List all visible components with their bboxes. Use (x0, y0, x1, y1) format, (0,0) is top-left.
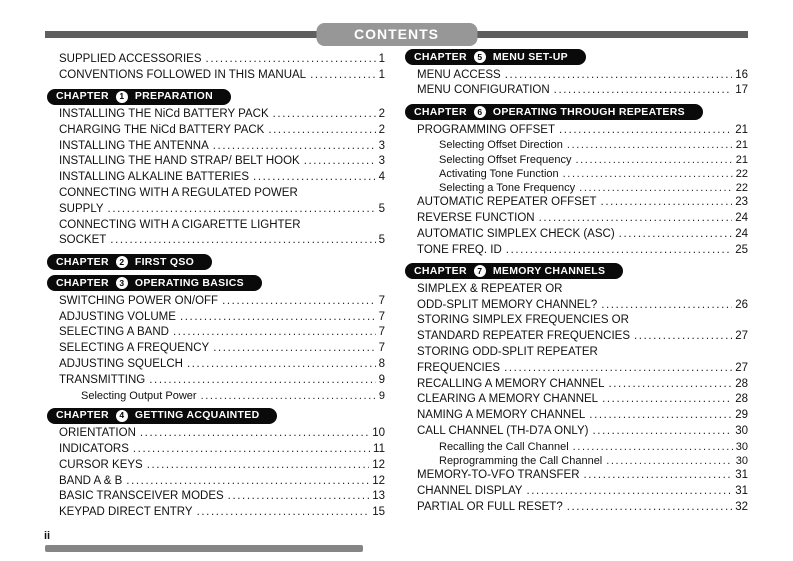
toc-entry-text: CONVENTIONS FOLLOWED IN THIS MANUAL (59, 68, 307, 81)
dot-leader (149, 373, 375, 389)
toc-entry-page: 10 (372, 427, 385, 440)
toc-entry-text: BAND A & B (59, 474, 123, 487)
toc-entry-page: 27 (735, 361, 748, 374)
dot-leader (602, 392, 732, 408)
toc-entry-page: 7 (378, 294, 385, 307)
toc-entry (405, 243, 748, 259)
dot-leader (206, 52, 376, 68)
toc-entry-lastline (417, 408, 748, 424)
chapter-badge (47, 89, 231, 105)
toc-entry-lastline (59, 426, 385, 442)
toc-entry-text: SELECTING A BAND (59, 326, 169, 339)
toc-entry-page: 4 (378, 171, 385, 184)
chapter-number: 6 (474, 106, 486, 118)
chapter-badge (405, 49, 586, 65)
chapter-number: 5 (474, 51, 486, 63)
toc-entry (47, 107, 385, 123)
toc-entry-text: NAMING A MEMORY CHANNEL (417, 409, 586, 422)
toc-entry (47, 154, 385, 170)
toc-entry-text: STORING SIMPLEX FREQUENCIES OR (417, 314, 629, 327)
toc-entry-page: 25 (735, 243, 748, 256)
chapter-number: 7 (474, 265, 486, 277)
toc-entry-lastline (439, 167, 748, 181)
toc-entry-text: ADJUSTING SQUELCH (59, 357, 183, 370)
chapter-heading (47, 252, 385, 271)
toc-entry-text: Recalling the Call Channel (439, 440, 569, 453)
toc-entry-page: 24 (735, 227, 748, 240)
toc-entry-page: 30 (735, 440, 748, 453)
chapter-title: OPERATING BASICS (134, 276, 244, 289)
toc-entry-text: SOCKET (59, 234, 107, 247)
toc-entry-page: 24 (735, 212, 748, 224)
toc-subentry (405, 181, 748, 195)
toc-entry-lastline (417, 243, 748, 259)
toc-entry-text: STANDARD REPEATER FREQUENCIES (417, 330, 630, 343)
toc-entry-text: ADJUSTING VOLUME (59, 310, 176, 323)
chapter-title: GETTING ACQUAINTED (134, 409, 260, 422)
toc-entry-text: MENU ACCESS (417, 68, 501, 81)
toc-entry-text: CHANNEL DISPLAY (417, 485, 523, 498)
chapter-label: CHAPTER (56, 90, 109, 103)
toc-entry-page: 32 (735, 500, 748, 513)
toc-entry-text: STORING ODD-SPLIT REPEATER (417, 346, 598, 359)
dot-leader (567, 500, 732, 516)
dot-leader (601, 195, 733, 211)
toc-entry-lastline (439, 138, 748, 152)
toc-entry-lastline (59, 341, 385, 357)
toc-entry-text: AUTOMATIC SIMPLEX CHECK (ASC) (417, 227, 615, 240)
dot-leader (173, 325, 376, 341)
toc-entry-lastline (417, 83, 748, 99)
toc-entry (47, 123, 385, 139)
toc-entry-text: INSTALLING THE NiCd BATTERY PACK (59, 108, 269, 121)
dot-leader (304, 154, 376, 170)
chapter-number: 4 (116, 410, 128, 422)
toc-entry-text: MEMORY-TO-VFO TRANSFER (417, 469, 580, 482)
toc-entry-lastline (417, 361, 748, 377)
toc-entry (405, 392, 748, 408)
toc-entry-lastline (59, 474, 385, 490)
toc-entry (47, 218, 385, 250)
toc-entry-lastline (417, 468, 748, 484)
toc-entry-lastline (417, 377, 748, 393)
toc-entry-page: 22 (735, 182, 748, 194)
toc-entry-lastline (439, 181, 748, 195)
dot-leader (201, 389, 376, 403)
toc-entry (405, 123, 748, 139)
toc-entry-lastline (59, 373, 385, 389)
toc-entry-page: 3 (378, 139, 385, 152)
toc-entry (47, 458, 385, 474)
toc-entry (405, 227, 748, 243)
toc-entry-text: Selecting Offset Direction (439, 139, 563, 152)
toc-entry-lastline (59, 489, 385, 505)
toc-entry-lastline (417, 424, 748, 440)
toc-entry-text: Selecting Offset Frequency (439, 153, 572, 166)
toc-entry-page: 7 (378, 326, 385, 339)
toc-entry-text: AUTOMATIC REPEATER OFFSET (417, 196, 597, 209)
toc-entry-text: SUPPLIED ACCESSORIES (59, 53, 202, 65)
toc-entry-page: 2 (378, 123, 385, 136)
toc-entry-lastline (59, 170, 385, 186)
toc-entry (47, 489, 385, 505)
toc-entry-lastline (417, 500, 748, 516)
chapter-badge (405, 104, 703, 120)
toc-entry (405, 313, 748, 345)
toc-entry (47, 139, 385, 155)
footer-rule (45, 545, 363, 552)
toc-entry-lastline (59, 68, 385, 84)
toc-entry (405, 377, 748, 393)
chapter-label: CHAPTER (56, 409, 109, 422)
toc-entry-page: 8 (378, 357, 385, 370)
toc-entry-lastline (439, 153, 748, 167)
toc-entry-text: CONNECTING WITH A CIGARETTE LIGHTER (59, 218, 301, 231)
dot-leader (634, 329, 732, 345)
toc-entry-lastline (417, 329, 748, 345)
toc-entry-page: 28 (735, 393, 748, 406)
toc-entry-lastline (417, 227, 748, 243)
toc-entry-lastline (59, 357, 385, 373)
toc-entry-page: 5 (378, 234, 385, 247)
dot-leader (180, 310, 376, 326)
dot-leader (108, 202, 376, 218)
toc-entry-lastline (59, 154, 385, 170)
chapter-title: OPERATING THROUGH REPEATERS (492, 105, 685, 118)
toc-entry-text: CALL CHANNEL (TH-D7A ONLY) (417, 425, 589, 438)
toc-entry-text: SIMPLEX & REPEATER OR (417, 282, 563, 295)
toc-subentry (405, 454, 748, 468)
toc-entry-lastline (81, 389, 385, 403)
dot-leader (504, 361, 732, 377)
toc-entry-page: 3 (378, 155, 385, 168)
toc-entry-page: 2 (378, 108, 385, 121)
chapter-badge (47, 254, 212, 270)
toc-entry-page: 12 (372, 458, 385, 471)
toc-entry (405, 424, 748, 440)
toc-entry-page: 21 (735, 139, 748, 152)
dot-leader (147, 458, 369, 474)
dot-leader (213, 139, 376, 155)
toc-entry-lastline (59, 442, 385, 458)
toc-entry-page: 27 (735, 330, 748, 343)
dot-leader (539, 211, 733, 227)
toc-entry-lastline (59, 325, 385, 341)
toc-entry (47, 294, 385, 310)
toc-entry-page: 31 (735, 469, 748, 482)
toc-entry-text: TONE FREQ. ID (417, 243, 502, 256)
toc-entry (47, 52, 385, 68)
dot-leader (608, 377, 732, 393)
toc-entry-lastline (59, 310, 385, 326)
toc-entry (47, 474, 385, 490)
toc-entry-text: SWITCHING POWER ON/OFF (59, 294, 219, 307)
chapter-label: CHAPTER (414, 105, 467, 118)
toc-entry (47, 68, 385, 84)
toc-entry (47, 341, 385, 357)
toc-entry-page: 22 (735, 167, 748, 180)
toc-entry-lastline (417, 298, 748, 314)
toc-column-right (405, 44, 748, 516)
toc-entry-text: SELECTING A FREQUENCY (59, 342, 210, 355)
toc-entry-text: PROGRAMMING OFFSET (417, 123, 555, 136)
toc-entry-lastline (59, 52, 385, 68)
toc-entry-page: 30 (735, 455, 748, 468)
toc-entry-text: CURSOR KEYS (59, 458, 143, 471)
dot-leader (567, 138, 733, 152)
dot-leader (228, 489, 370, 505)
toc-entry-page: 1 (378, 53, 385, 65)
toc-entry-text: INSTALLING THE HAND STRAP/ BELT HOOK (59, 155, 300, 168)
toc-entry (47, 442, 385, 458)
page-title: CONTENTS (316, 23, 477, 46)
toc-entry-text: Activating Tone Function (439, 167, 559, 180)
dot-leader (606, 454, 733, 468)
toc-entry-page: 17 (735, 84, 748, 97)
toc-entry (47, 186, 385, 218)
dot-leader (187, 357, 376, 373)
chapter-heading (405, 102, 748, 121)
toc-entry-page: 1 (378, 68, 385, 81)
dot-leader (133, 442, 370, 458)
toc-entry-page: 30 (735, 425, 748, 438)
toc-entry-text: INSTALLING THE ANTENNA (59, 139, 209, 152)
toc-entry-text: CONNECTING WITH A REGULATED POWER (59, 187, 298, 200)
chapter-badge (47, 408, 277, 424)
dot-leader (310, 68, 376, 84)
toc-column-left (47, 52, 385, 521)
dot-leader (506, 243, 732, 259)
chapter-heading (405, 261, 748, 280)
chapter-heading (47, 273, 385, 292)
dot-leader (563, 167, 733, 181)
dot-leader (110, 233, 375, 249)
dot-leader (505, 68, 732, 84)
toc-entry-page: 7 (378, 342, 385, 355)
dot-leader (268, 123, 375, 139)
dot-leader (213, 341, 375, 357)
toc-entry-text: FREQUENCIES (417, 361, 501, 374)
toc-entry-text: Selecting Output Power (81, 389, 197, 402)
toc-entry-lastline (417, 211, 748, 227)
toc-entry-page: 21 (735, 123, 748, 136)
toc-entry (405, 195, 748, 211)
dot-leader (559, 123, 732, 139)
toc-entry-lastline (417, 123, 748, 139)
toc-entry (47, 310, 385, 326)
toc-entry-lastline (59, 294, 385, 310)
toc-entry-lastline (439, 454, 748, 468)
toc-entry (405, 484, 748, 500)
toc-entry (405, 468, 748, 484)
toc-entry-text: Reprogramming the Call Channel (439, 455, 603, 468)
toc-entry-lastline (59, 458, 385, 474)
toc-entry (405, 345, 748, 377)
chapter-title: PREPARATION (134, 90, 214, 103)
dot-leader (554, 83, 733, 99)
toc-entry-page: 9 (378, 389, 385, 402)
toc-entry (47, 373, 385, 389)
chapter-title: FIRST QSO (134, 255, 195, 268)
dot-leader (253, 170, 376, 186)
toc-entry-page: 28 (735, 377, 748, 390)
toc-entry (405, 408, 748, 424)
dot-leader (589, 408, 732, 424)
chapter-label: CHAPTER (56, 255, 109, 268)
toc-entry-page: 15 (372, 506, 385, 519)
page-header (45, 23, 748, 45)
toc-entry-lastline (59, 505, 385, 521)
toc-entry-text: INSTALLING ALKALINE BATTERIES (59, 171, 250, 184)
toc-entry-page: 9 (378, 373, 385, 386)
toc-entry (47, 325, 385, 341)
chapter-label: CHAPTER (56, 276, 109, 289)
toc-entry (405, 68, 748, 84)
dot-leader (222, 294, 376, 310)
toc-entry-page: 21 (735, 153, 748, 166)
toc-entry-text: PARTIAL OR FULL RESET? (417, 500, 563, 513)
chapter-label: CHAPTER (414, 50, 467, 63)
toc-entry-lastline (59, 123, 385, 139)
toc-entry-lastline (417, 484, 748, 500)
page-number: ii (44, 530, 51, 542)
toc-entry (47, 426, 385, 442)
toc-entry-text: ODD-SPLIT MEMORY CHANNEL? (417, 298, 598, 311)
toc-entry-page: 7 (378, 310, 385, 323)
toc-entry-page: 12 (372, 474, 385, 487)
toc-entry-page: 31 (735, 485, 748, 498)
dot-leader (573, 440, 733, 454)
toc-entry-lastline (417, 392, 748, 408)
toc-entry-page: 29 (735, 409, 748, 422)
dot-leader (592, 424, 732, 440)
toc-entry-lastline (59, 202, 385, 218)
toc-entry-text: Selecting a Tone Frequency (439, 182, 576, 194)
dot-leader (273, 107, 376, 123)
chapter-heading (405, 47, 748, 66)
toc-entry-text: KEYPAD DIRECT ENTRY (59, 506, 193, 519)
toc-entry-text: ORIENTATION (59, 427, 136, 440)
chapter-heading (47, 405, 385, 424)
toc-subentry (405, 153, 748, 167)
toc-subentry (405, 440, 748, 454)
dot-leader (575, 153, 732, 167)
dot-leader (140, 426, 369, 442)
chapter-title: MEMORY CHANNELS (492, 264, 606, 277)
chapter-title: MENU SET-UP (492, 50, 568, 63)
toc-entry-lastline (417, 195, 748, 211)
toc-entry-text: CHARGING THE NiCd BATTERY PACK (59, 123, 265, 136)
toc-entry-lastline (59, 233, 385, 249)
toc-entry-page: 23 (735, 196, 748, 209)
toc-entry-text: CLEARING A MEMORY CHANNEL (417, 393, 599, 406)
toc-entry-text: INDICATORS (59, 443, 129, 456)
toc-entry-page: 16 (735, 68, 748, 81)
dot-leader (126, 474, 369, 490)
toc-subentry (405, 167, 748, 181)
toc-entry-lastline (439, 440, 748, 454)
dot-leader (526, 484, 732, 500)
dot-leader (619, 227, 733, 243)
toc-entry-page: 5 (378, 202, 385, 215)
toc-entry (47, 357, 385, 373)
toc-entry (47, 170, 385, 186)
dot-leader (584, 468, 733, 484)
toc-entry (405, 500, 748, 516)
toc-entry-page: 11 (373, 443, 385, 456)
chapter-number: 3 (116, 277, 128, 289)
dot-leader (579, 181, 733, 195)
dot-leader (601, 298, 732, 314)
toc-entry-lastline (59, 139, 385, 155)
chapter-heading (47, 86, 385, 105)
toc-entry-text: BASIC TRANSCEIVER MODES (59, 490, 224, 503)
toc-entry-lastline (417, 68, 748, 84)
toc-entry-text: SUPPLY (59, 202, 104, 215)
chapter-badge (47, 275, 262, 291)
toc-entry-text: MENU CONFIGURATION (417, 84, 550, 97)
toc-subentry (405, 138, 748, 152)
toc-entry-page: 13 (372, 490, 385, 503)
toc-subentry (47, 389, 385, 403)
chapter-badge (405, 263, 623, 279)
toc-entry-text: RECALLING A MEMORY CHANNEL (417, 377, 605, 390)
toc-entry (405, 211, 748, 227)
toc-entry-text: REVERSE FUNCTION (417, 212, 535, 224)
toc-entry-page: 26 (735, 298, 748, 311)
toc-entry (47, 505, 385, 521)
chapter-label: CHAPTER (414, 264, 467, 277)
chapter-number: 2 (116, 256, 128, 268)
toc-entry-lastline (59, 107, 385, 123)
toc-entry (405, 282, 748, 314)
chapter-number: 1 (116, 91, 128, 103)
toc-entry (405, 83, 748, 99)
toc-entry-text: TRANSMITTING (59, 373, 146, 386)
dot-leader (197, 505, 370, 521)
